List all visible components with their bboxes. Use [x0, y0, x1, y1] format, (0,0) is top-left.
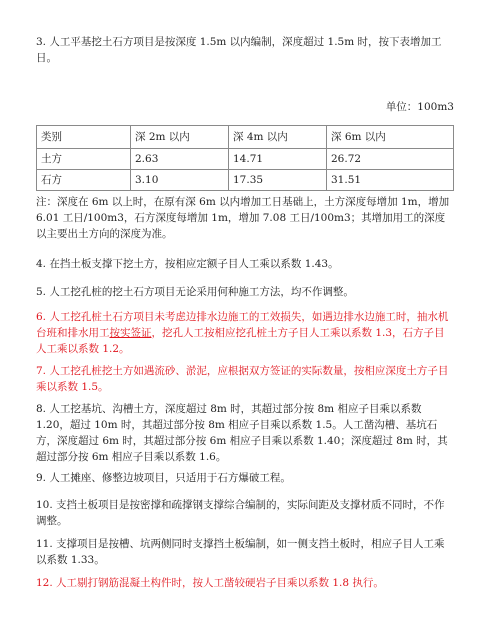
table-header-cell: 深 6m 以内 — [327, 126, 454, 149]
item-8: 8. 人工挖基坑、沟槽土方，深度超过 8m 时，其超过部分按 8m 相应子目乘以系数 1.20，超过 10m 时，其超过部分按 8m 相应子目乘以系数 1.5。人工凿沟槽、基坑石方，深度超过 6m 时，其超过部分按 6m 相应子目乘以系数 1.40；深度超过 8m 时，其超过部分按 6m 相应子目乘以系数 1.6。 — [36, 403, 448, 463]
table-row — [37, 170, 454, 191]
table-cell: 14.71 — [229, 149, 327, 170]
extra-workday-table — [36, 125, 454, 191]
item-4: 4. 在挡土板支撑下挖土方，按相应定额子目人工乘以系数 1.43。 — [36, 258, 339, 270]
table-row — [37, 149, 454, 170]
item-6-text-start: 6. 人工挖孔桩土石方项目未考虑边排水边施工的工效损失，如遇边排水边施工时，抽水机台班和排水用工 — [36, 311, 449, 339]
table-cell: 31.51 — [327, 170, 454, 191]
item-12: 12. 人工剔打钢筋混凝土构件时，按人工凿较硬岩子目乘以系数 1.8 执行。 — [36, 577, 384, 589]
table-header-cell: 深 2m 以内 — [131, 126, 229, 149]
table-note: 注：深度在 6m 以上时，在原有深 6m 以内增加工日基础上，土方深度每增加 1m，增加 6.01 工日/100m3，石方深度每增加 1m，增加 7.08 工日/100m3；其增加用工的深度以主要出土方向的深度为准。 — [36, 196, 450, 240]
table-header-row — [37, 126, 454, 149]
item-5: 5. 人工挖孔桩的挖土石方项目无论采用何种施工方法，均不作调整。 — [36, 286, 354, 298]
item-9: 9. 人工摊座、修整边坡项目，只适用于石方爆破工程。 — [36, 472, 291, 484]
table-cell: 3.10 — [131, 170, 229, 191]
table-header-cell: 深 4m 以内 — [229, 126, 327, 149]
item-10: 10. 支挡土板项目是按密撑和疏撑钢支撑综合编制的，实际间距及支撑材质不同时，不作调整。 — [36, 499, 445, 527]
unit-label: 单位：100m3 — [385, 101, 454, 113]
item-11: 11. 支撑项目是按槽、坑两侧同时支撑挡土板编制，如一侧支挡土板时，相应子目人工乘以系数 1.33。 — [36, 538, 445, 566]
table-cell: 26.72 — [327, 149, 454, 170]
item-7: 7. 人工挖孔桩挖土方如遇流砂、淤泥，应根据双方签证的实际数量，按相应深度土方子目乘以系数 1.5。 — [36, 365, 449, 393]
table-cell: 2.63 — [131, 149, 229, 170]
table-cell: 17.35 — [229, 170, 327, 191]
item-3: 3. 人工平基挖土石方项目是按深度 1.5m 以内编制，深度超过 1.5m 时，按下表增加工日。 — [36, 36, 442, 64]
item-6-text-end: ，挖孔人工按相应挖孔桩土方子目人工乘以系数 1.3，石方子目人工乘以系数 1.2。 — [36, 327, 445, 355]
item-6-underlined-text: 按实签证 — [109, 327, 152, 339]
item-6 — [36, 309, 454, 357]
table-cell: 土方 — [37, 149, 131, 170]
table-header-cell: 类别 — [37, 126, 131, 149]
table-cell: 石方 — [37, 170, 131, 191]
